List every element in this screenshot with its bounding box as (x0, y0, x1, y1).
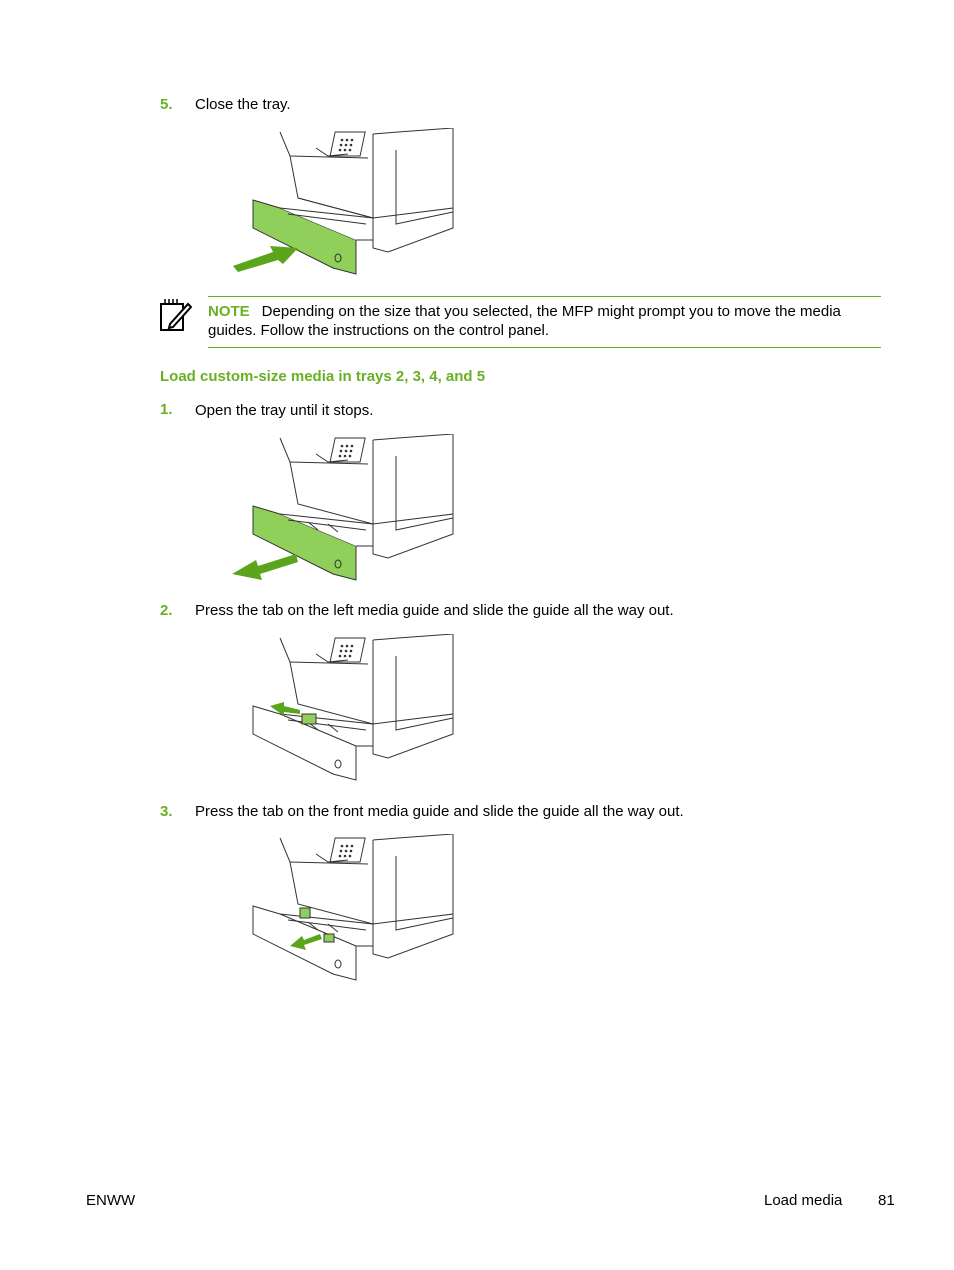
step-text: Open the tray until it stops. (195, 402, 374, 419)
note-bottom-rule (208, 347, 881, 348)
page-number: 81 (878, 1192, 895, 1209)
step-number: 2. (160, 602, 173, 619)
left-media-guide-illustration (228, 634, 468, 784)
note-pad-icon (160, 298, 192, 332)
step-number: 5. (160, 96, 173, 113)
note-label: NOTE (208, 303, 250, 320)
section-heading: Load custom-size media in trays 2, 3, 4, and 5 (160, 368, 486, 385)
note-text (208, 302, 868, 340)
printer-tray-open-illustration (228, 434, 468, 584)
printer-tray-close-illustration (228, 128, 468, 278)
note-top-rule (208, 296, 881, 297)
note-body: Depending on the size that you selected, the MFP might prompt you to move the media guides. Follow the instructions on the control panel. (208, 303, 841, 339)
step-number: 1. (160, 401, 173, 418)
step-number: 3. (160, 803, 173, 820)
step-text: Close the tray. (195, 96, 291, 113)
step-text: Press the tab on the left media guide and slide the guide all the way out. (195, 602, 674, 619)
front-media-guide-illustration (228, 834, 468, 984)
footer-section-title: Load media (764, 1192, 843, 1209)
step-text: Press the tab on the front media guide and slide the guide all the way out. (195, 803, 684, 820)
footer-left-label: ENWW (86, 1192, 136, 1209)
